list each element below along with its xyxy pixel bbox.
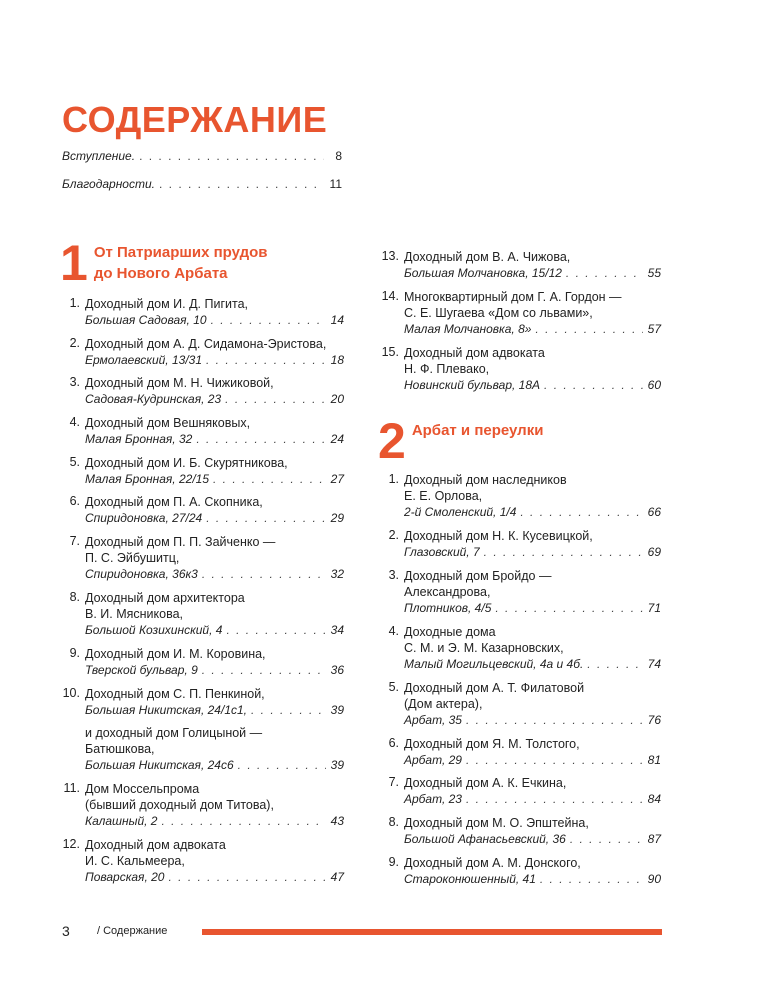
entry-body <box>85 590 344 638</box>
entry-title-line: В. И. Мясникова, <box>85 607 184 621</box>
toc-entry[interactable] <box>58 336 344 368</box>
entry-address: Большой Афанасьевский, 36 <box>404 832 566 846</box>
toc-entry[interactable] <box>58 725 344 773</box>
toc-entry[interactable] <box>377 528 661 560</box>
dot-leader <box>206 510 326 526</box>
entry-body <box>404 736 661 768</box>
entry-number: 14. <box>381 289 399 303</box>
entry-number: 5. <box>69 455 80 469</box>
entry-body <box>85 781 344 829</box>
entry-body <box>404 855 661 887</box>
entry-address: Арбат, 35 <box>404 713 462 727</box>
toc-entry[interactable] <box>58 646 344 678</box>
dot-leader <box>159 177 324 191</box>
entry-title-line: Доходный дом А. Т. Филатовой <box>404 681 585 695</box>
dot-leader <box>206 352 326 368</box>
entry-address: Ермолаевский, 13/31 <box>85 353 203 367</box>
footer-accent-bar <box>202 929 662 935</box>
toc-entry[interactable] <box>377 736 661 768</box>
entry-title-line: Н. Ф. Плевако, <box>404 362 490 376</box>
entry-page: 39 <box>330 703 344 717</box>
entry-number: 4. <box>69 415 80 429</box>
entry-body <box>404 528 661 560</box>
entry-address: Большая Никитская, 24/1с1, <box>85 703 247 717</box>
entry-address-row <box>85 471 344 487</box>
entry-page: 76 <box>647 713 661 727</box>
footer-section-label: / Содержание <box>97 925 168 937</box>
dot-leader <box>570 831 643 847</box>
entry-number: 15. <box>381 345 399 359</box>
toc-entry[interactable] <box>58 590 344 638</box>
entry-title-line: Доходный дом А. К. Ечкина, <box>404 776 567 790</box>
entry-address-row <box>404 831 661 847</box>
entry-address-row <box>404 265 661 281</box>
dot-leader <box>238 757 326 773</box>
entry-address: Поварская, 20 <box>85 870 165 884</box>
entry-number: 8. <box>69 590 80 604</box>
entry-title-line: Доходный дом Я. М. Толстого, <box>404 737 580 751</box>
entry-page: 34 <box>330 623 344 637</box>
entry-body <box>404 680 661 728</box>
dot-leader <box>520 504 643 520</box>
entry-address-row <box>85 662 344 678</box>
entry-address-row <box>404 712 661 728</box>
toc-intro-row[interactable] <box>62 177 342 205</box>
toc-entry[interactable] <box>377 680 661 728</box>
toc-intro-label: Вступление. <box>62 149 136 163</box>
toc-entry[interactable] <box>58 455 344 487</box>
toc-entry[interactable] <box>377 775 661 807</box>
entry-title-line: Батюшкова, <box>85 742 155 756</box>
entry-body <box>85 375 344 407</box>
entry-body <box>85 686 344 718</box>
entry-title-line: Многоквартирный дом Г. А. Гордон — <box>404 290 622 304</box>
entry-title-line: Доходный дом П. П. Зайченко — <box>85 535 276 549</box>
entry-title-line: Доходный дом Бройдо — <box>404 569 552 583</box>
entry-body <box>404 624 661 672</box>
section-title-line: Арбат и переулки <box>411 422 544 439</box>
entry-address-row <box>85 352 344 368</box>
entry-title-line: Доходный дом М. Н. Чижиковой, <box>85 376 274 390</box>
entry-title-line: П. С. Эйбушитц, <box>85 551 180 565</box>
entry-address-row <box>85 312 344 328</box>
entry-address: Большой Козихинский, 4 <box>85 623 223 637</box>
entry-address: Большая Молчановка, 15/12 <box>404 266 562 280</box>
entry-number: 6. <box>69 494 80 508</box>
entry-title-line: Е. Е. Орлова, <box>404 489 483 503</box>
section-heading-2 <box>378 413 544 469</box>
entry-number: 5. <box>388 680 399 694</box>
entry-address-row <box>404 656 661 672</box>
entry-page: 66 <box>647 505 661 519</box>
entry-address-row <box>85 622 344 638</box>
entry-title-line: Доходный дом архитектора <box>85 591 245 605</box>
entry-body <box>404 345 661 393</box>
entry-page: 71 <box>647 601 661 615</box>
entry-page: 39 <box>330 758 344 772</box>
entry-body <box>85 725 344 773</box>
entry-number: 13. <box>381 249 399 263</box>
entry-page: 20 <box>330 392 344 406</box>
entry-page: 47 <box>330 870 344 884</box>
entry-page: 81 <box>647 753 661 767</box>
toc-intro-page: 11 <box>329 177 342 191</box>
entry-address-row <box>85 702 344 718</box>
entry-title-line: И. С. Кальмеера, <box>85 854 185 868</box>
dot-leader <box>540 871 643 887</box>
entry-address-row <box>404 321 661 337</box>
entry-title-line: и доходный дом Голицыной — <box>85 726 263 740</box>
entry-title-line: (бывший доходный дом Титова), <box>85 798 274 812</box>
entry-page: 36 <box>330 663 344 677</box>
entry-address: Малая Бронная, 32 <box>85 432 193 446</box>
toc-entry[interactable] <box>377 472 661 520</box>
entry-page: 32 <box>330 567 344 581</box>
entry-title-line: (Дом актера), <box>404 697 483 711</box>
toc-entry[interactable] <box>58 781 344 829</box>
toc-entry[interactable] <box>377 624 661 672</box>
toc-entry[interactable] <box>377 568 661 616</box>
entry-number: 2. <box>388 528 399 542</box>
toc-entry[interactable] <box>377 855 661 887</box>
entry-page: 84 <box>647 792 661 806</box>
entry-title-line: Доходный дом В. А. Чижова, <box>404 250 571 264</box>
entry-body <box>85 415 344 447</box>
entry-page: 27 <box>330 472 344 486</box>
entry-address-row <box>404 544 661 560</box>
entry-number: 6. <box>388 736 399 750</box>
entry-page: 29 <box>330 511 344 525</box>
entry-title-line: Доходный дом наследников <box>404 473 567 487</box>
section-title <box>94 240 268 284</box>
section-number: 1 <box>60 235 88 291</box>
dot-leader <box>202 566 326 582</box>
dot-leader <box>466 752 643 768</box>
entry-number: 7. <box>69 534 80 548</box>
entry-address-row <box>85 813 344 829</box>
dot-leader <box>535 321 643 337</box>
entry-address-row <box>404 600 661 616</box>
dot-leader <box>466 791 643 807</box>
toc-entry[interactable] <box>377 289 661 337</box>
section-title-line: до Нового Арбата <box>93 265 228 282</box>
dot-leader <box>484 544 643 560</box>
entry-body <box>85 455 344 487</box>
entry-page: 74 <box>647 657 661 671</box>
entry-page: 90 <box>647 872 661 886</box>
dot-leader <box>213 471 326 487</box>
entry-body <box>404 249 661 281</box>
entry-title-line: Доходный дом С. П. Пенкиной, <box>85 687 265 701</box>
section-number: 2 <box>378 413 406 469</box>
toc-entry[interactable] <box>377 815 661 847</box>
entry-body <box>404 289 661 337</box>
dot-leader <box>251 702 326 718</box>
dot-leader <box>566 265 643 281</box>
entry-title-line: Доходный дом Н. К. Кусевицкой, <box>404 529 593 543</box>
entry-number: 10. <box>62 686 80 700</box>
entry-page: 18 <box>330 353 344 367</box>
entry-address-row <box>404 791 661 807</box>
section-heading-1 <box>60 235 268 291</box>
entry-number: 8. <box>388 815 399 829</box>
entry-number: 12. <box>62 837 80 851</box>
entry-address: Плотников, 4/5 <box>404 601 492 615</box>
dot-leader <box>466 712 643 728</box>
entry-page: 69 <box>647 545 661 559</box>
entry-number: 4. <box>388 624 399 638</box>
entry-page: 87 <box>647 832 661 846</box>
page-number: 3 <box>62 923 70 939</box>
entry-address: Новинский бульвар, 18А <box>404 378 541 392</box>
entry-body <box>404 815 661 847</box>
toc-intro-page: 8 <box>335 149 342 163</box>
entry-body <box>404 472 661 520</box>
entry-address-row <box>85 510 344 526</box>
toc-entry[interactable] <box>58 837 344 885</box>
entry-address: Арбат, 23 <box>404 792 462 806</box>
entry-address-row <box>85 566 344 582</box>
entry-title-line: Доходный дом адвоката <box>404 346 545 360</box>
entry-address: Тверской бульвар, 9 <box>85 663 198 677</box>
intro-list <box>62 149 342 205</box>
entry-page: 60 <box>647 378 661 392</box>
toc-entry[interactable] <box>377 345 661 393</box>
toc-entry[interactable] <box>58 686 344 718</box>
entry-title-line: Дом Моссельпрома <box>85 782 200 796</box>
entry-title-line: Александрова, <box>404 585 491 599</box>
entry-address: Большая Никитская, 24с6 <box>85 758 234 772</box>
entry-number: 2. <box>69 336 80 350</box>
entry-body <box>85 296 344 328</box>
entry-number: 1. <box>69 296 80 310</box>
entry-address-row <box>85 757 344 773</box>
toc-entry[interactable] <box>377 249 661 281</box>
entry-title-line: Доходный дом И. Б. Скурятникова, <box>85 456 288 470</box>
entry-address: Арбат, 29 <box>404 753 462 767</box>
section-title-line: От Патриарших прудов <box>93 244 268 261</box>
entry-body <box>85 336 344 368</box>
entry-address-row <box>85 869 344 885</box>
page-title: СОДЕРЖАНИЕ <box>62 99 328 140</box>
dot-leader <box>161 813 326 829</box>
entry-title-line: Доходный дом И. Д. Пигита, <box>85 297 249 311</box>
entry-body <box>404 568 661 616</box>
entry-body <box>404 775 661 807</box>
entry-title-line: Доходный дом А. Д. Сидамона-Эристова, <box>85 337 327 351</box>
entry-address: 2-й Смоленский, 1/4 <box>404 505 517 519</box>
entry-title-line: Доходный дом М. О. Эпштейна, <box>404 816 589 830</box>
dot-leader <box>211 312 326 328</box>
entry-address: Спиридоновка, 36к3 <box>85 567 198 581</box>
entry-number: 9. <box>69 646 80 660</box>
entry-title-line: Доходный дом П. А. Скопника, <box>85 495 263 509</box>
dot-leader <box>202 662 326 678</box>
entry-page: 24 <box>330 432 344 446</box>
entry-address-row <box>404 871 661 887</box>
dot-leader <box>225 391 326 407</box>
toc-entry[interactable] <box>58 296 344 328</box>
entry-body <box>85 534 344 582</box>
dot-leader <box>544 377 643 393</box>
entry-number: 7. <box>388 775 399 789</box>
dot-leader <box>587 656 643 672</box>
entry-title-line: С. Е. Шугаева «Дом со львами», <box>404 306 593 320</box>
entry-title-line: Доходный дом адвоката <box>85 838 226 852</box>
entry-number: 1. <box>388 472 399 486</box>
entry-title-line: Доходный дом Вешняковых, <box>85 416 251 430</box>
entry-address: Глазовский, 7 <box>404 545 480 559</box>
dot-leader <box>226 622 326 638</box>
entry-address-row <box>85 391 344 407</box>
entry-address: Малая Молчановка, 8» <box>404 322 532 336</box>
entry-page: 55 <box>647 266 661 280</box>
entry-address: Калашный, 2 <box>85 814 158 828</box>
toc-entry[interactable] <box>58 534 344 582</box>
entry-title-line: Доходные дома <box>404 625 496 639</box>
entry-title-line: Доходный дом А. М. Донского, <box>404 856 581 870</box>
entry-address-row <box>404 752 661 768</box>
entry-body <box>85 494 344 526</box>
entry-address-row <box>404 504 661 520</box>
entry-address: Староконюшенный, 41 <box>404 872 536 886</box>
entry-address: Садовая-Кудринская, 23 <box>85 392 222 406</box>
toc-intro-label: Благодарности. <box>62 177 155 191</box>
entry-number: 11. <box>63 781 80 795</box>
entry-page: 57 <box>647 322 661 336</box>
entry-body <box>85 837 344 885</box>
entry-address: Спиридоновка, 27/24 <box>85 511 203 525</box>
dot-leader <box>495 600 643 616</box>
entry-title-line: Доходный дом И. М. Коровина, <box>85 647 266 661</box>
section-title <box>412 418 544 441</box>
entry-address: Малая Бронная, 22/15 <box>85 472 210 486</box>
entry-address-row <box>404 377 661 393</box>
entry-address: Большая Садовая, 10 <box>85 313 207 327</box>
toc-intro-row[interactable] <box>62 149 342 177</box>
entry-number: 3. <box>69 375 80 389</box>
entry-body <box>85 646 344 678</box>
toc-entry[interactable] <box>58 494 344 526</box>
toc-entry[interactable] <box>58 375 344 407</box>
entry-address-row <box>85 431 344 447</box>
dot-leader <box>196 431 326 447</box>
entry-number: 3. <box>388 568 399 582</box>
entry-page: 43 <box>330 814 344 828</box>
toc-entry[interactable] <box>58 415 344 447</box>
dot-leader <box>139 149 324 163</box>
entry-address: Малый Могильцевский, 4а и 4б. <box>404 657 584 671</box>
dot-leader <box>168 869 326 885</box>
entry-page: 14 <box>330 313 344 327</box>
entry-number: 9. <box>388 855 399 869</box>
entry-title-line: С. М. и Э. М. Казарновских, <box>404 641 564 655</box>
